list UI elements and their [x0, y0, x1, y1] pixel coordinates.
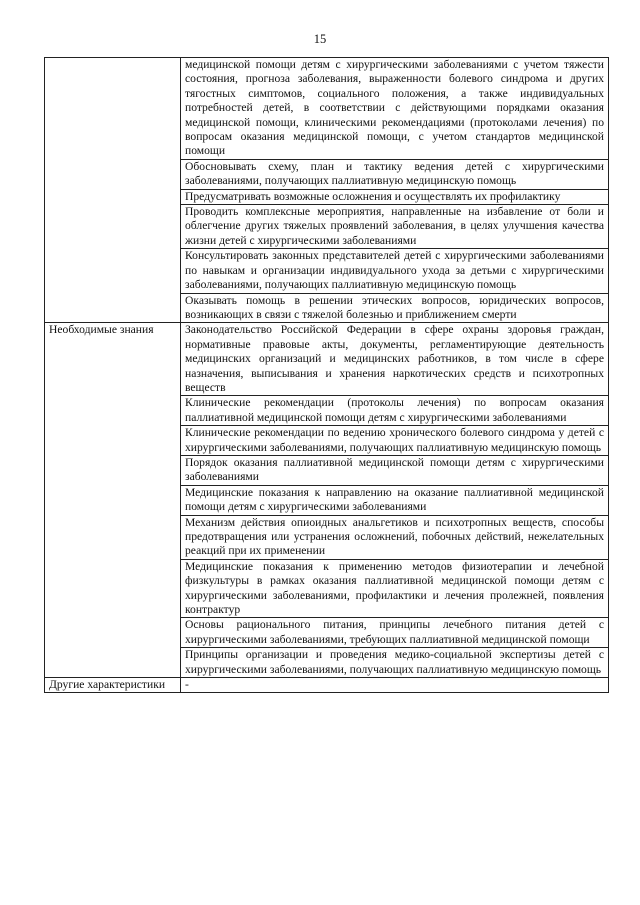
table-cell: Предусматривать возможные осложнения и осуществлять их профилактику: [181, 189, 609, 204]
table-cell: Проводить комплексные мероприятия, направленные на избавление от боли и облегчение других тяжелых проявлений заболевания, в целях улучшения качества жизни детей с хирургическими заболеваниями: [181, 205, 609, 249]
table-cell: Законодательство Российской Федерации в сфере охраны здоровья граждан, нормативные правовые акты, документы, регламентирующие деятельность медицинских организаций и медицинских работников, в том числе в сфере назначения, выписывания и хранения наркотических средств и психотропных веществ: [181, 323, 609, 396]
table-cell: Медицинские показания к применению методов физиотерапии и лечебной физкультуры в рамках оказания паллиативной медицинской помощи детям с хирургическими заболеваниями, профилактики и лечения пролежней, появления контрактур: [181, 559, 609, 618]
page-number: 15: [313, 32, 327, 46]
table-row: [45, 58, 609, 160]
table-cell: -: [181, 678, 609, 693]
row-label: Необходимые знания: [45, 323, 181, 678]
table-cell: Клинические рекомендации по ведению хронического болевого синдрома у детей с хирургическими заболеваниями, получающих паллиативную медицинскую помощь: [181, 426, 609, 456]
table-cell: Обосновывать схему, план и тактику ведения детей с хирургическими заболеваниями, получающих паллиативную медицинскую помощь: [181, 159, 609, 189]
table-cell: Оказывать помощь в решении этических вопросов, юридических вопросов, возникающих в связи с тяжелой болезнью и приближением смерти: [181, 293, 609, 323]
row-label: Другие характеристики: [45, 678, 181, 693]
table-row: [45, 678, 609, 693]
table-cell: Клинические рекомендации (протоколы лечения) по вопросам оказания паллиативной медицинской помощи детям с хирургическими заболеваниями: [181, 396, 609, 426]
table-row: [45, 323, 609, 396]
row-label: [45, 58, 181, 323]
table-cell: Консультировать законных представителей детей с хирургическими заболеваниями по навыкам и организации индивидуального ухода за детьми с хирургическими заболеваниями, получающих паллиативную медицинскую помощь: [181, 249, 609, 293]
table-cell: Медицинские показания к направлению на оказание паллиативной медицинской помощи детям с хирургическими заболеваниями: [181, 485, 609, 515]
table-cell: медицинской помощи детям с хирургическими заболеваниями с учетом тяжести состояния, прогноза заболевания, выраженности болевого синдрома и других тягостных симптомов, социального положения, а также индивидуальных потребностей детей, в соответствии с действующими порядками оказания медицинской помощи, клиническими рекомендациями (протоколами лечения) по вопросам оказания медицинской помощи, с учетом стандартов медицинской помощи: [181, 58, 609, 160]
table-cell: Основы рационального питания, принципы лечебного питания детей с хирургическими заболеваниями, требующих паллиативной медицинской помощи: [181, 618, 609, 648]
content-table: [44, 57, 609, 693]
table-cell: Принципы организации и проведения медико-социальной экспертизы детей с хирургическими заболеваниями, получающих паллиативную медицинскую помощь: [181, 648, 609, 678]
table-cell: Порядок оказания паллиативной медицинской помощи детям с хирургическими заболеваниями: [181, 455, 609, 485]
table-cell: Механизм действия опиоидных анальгетиков и психотропных веществ, способы предотвращения или устранения осложнений, побочных действий, нежелательных реакций при их применении: [181, 515, 609, 559]
